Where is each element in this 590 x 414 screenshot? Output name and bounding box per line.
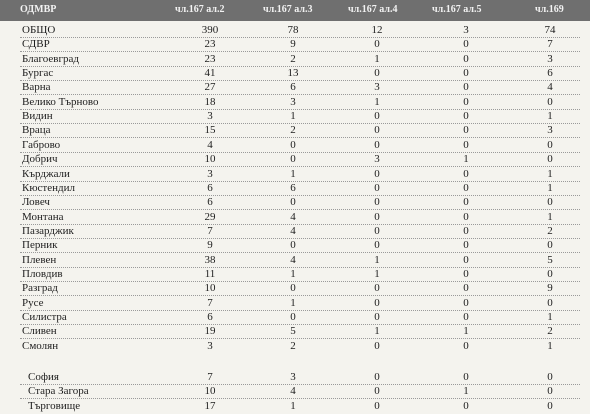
cell-art167-p4: 0: [374, 339, 380, 352]
cell-art167-p4: 3: [374, 81, 380, 94]
cell-art169: 6: [547, 67, 553, 80]
cell-art167-p3: 4: [290, 224, 296, 237]
cell-art167-p5: 1: [463, 325, 469, 338]
cell-art167-p3: 0: [290, 153, 296, 166]
region-name: Велико Търново: [22, 95, 99, 108]
cell-art167-p5: 0: [463, 38, 469, 51]
region-name: Добрич: [22, 153, 58, 166]
cell-art167-p2: 19: [204, 325, 216, 338]
cell-art167-p2: 10: [204, 282, 216, 295]
cell-art167-p4: 0: [374, 110, 380, 123]
cell-art169: 0: [547, 267, 553, 280]
cell-art167-p3: 0: [290, 138, 296, 151]
cell-art167-p4: 0: [374, 67, 380, 80]
cell-art167-p4: 3: [374, 153, 380, 166]
cell-art167-p3: 2: [290, 339, 296, 352]
cell-art167-p3: 4: [290, 210, 296, 223]
cell-art167-p4: 12: [371, 24, 383, 36]
cell-art167-p3: 6: [290, 181, 296, 194]
table-row: [0, 224, 590, 239]
cell-art169: 5: [547, 253, 553, 266]
cell-art167-p3: 1: [290, 110, 296, 123]
cell-art167-p4: 0: [374, 167, 380, 180]
cell-art167-p4: 0: [374, 296, 380, 309]
table-row: [0, 339, 590, 354]
table-row: [0, 80, 590, 95]
cell-art169: 4: [547, 81, 553, 94]
cell-art167-p5: 0: [463, 52, 469, 65]
cell-art167-p2: 38: [204, 253, 216, 266]
header-art167-p4: чл.167 ал.4: [348, 4, 398, 15]
cell-art167-p3: 78: [287, 24, 299, 36]
cell-art167-p5: 1: [463, 153, 469, 166]
cell-art169: 1: [547, 210, 553, 223]
cell-art167-p2: 10: [204, 153, 216, 166]
cell-art167-p4: 0: [374, 210, 380, 223]
cell-art167-p5: 0: [463, 253, 469, 266]
table-row: [0, 123, 590, 138]
region-name: Сливен: [22, 325, 57, 338]
region-name: Плевен: [22, 253, 57, 266]
cell-art167-p5: 0: [463, 110, 469, 123]
cell-art169: 0: [547, 399, 553, 412]
region-name: Монтана: [22, 210, 64, 223]
cell-art167-p3: 1: [290, 267, 296, 280]
region-name: Перник: [22, 239, 58, 252]
cell-art169: 1: [547, 181, 553, 194]
region-name: Русе: [22, 296, 44, 309]
table-row: [0, 399, 590, 414]
cell-art167-p2: 7: [207, 224, 213, 237]
cell-art169: 0: [547, 138, 553, 151]
region-name: Кърджали: [22, 167, 70, 180]
cell-art169: 7: [547, 38, 553, 51]
cell-art167-p3: 3: [290, 95, 296, 108]
cell-art167-p4: 0: [374, 138, 380, 151]
cell-art167-p4: 0: [374, 181, 380, 194]
cell-art169: 0: [547, 153, 553, 166]
cell-art167-p4: 0: [374, 38, 380, 51]
region-name: Ловеч: [22, 196, 50, 209]
region-name: София: [28, 371, 59, 384]
cell-art169: 1: [547, 339, 553, 352]
cell-art167-p4: 1: [374, 325, 380, 338]
cell-art167-p2: 390: [201, 24, 219, 36]
cell-art169: 0: [547, 239, 553, 252]
cell-art167-p5: 3: [463, 24, 469, 36]
table-row: [0, 23, 590, 38]
table-row: [0, 281, 590, 296]
cell-art167-p4: 0: [374, 224, 380, 237]
table-row: [0, 310, 590, 325]
region-name: Смолян: [22, 339, 59, 352]
region-name: СДВР: [22, 38, 50, 51]
cell-art167-p2: 6: [207, 196, 213, 209]
cell-art167-p2: 7: [207, 296, 213, 309]
region-name: ОБЩО: [22, 24, 56, 36]
cell-art167-p3: 1: [290, 167, 296, 180]
cell-art167-p2: 29: [204, 210, 216, 223]
cell-art169: 9: [547, 282, 553, 295]
cell-art167-p4: 1: [374, 95, 380, 108]
cell-art167-p3: 1: [290, 399, 296, 412]
cell-art167-p4: 0: [374, 239, 380, 252]
cell-art167-p3: 5: [290, 325, 296, 338]
cell-art169: 0: [547, 95, 553, 108]
cell-art167-p5: 0: [463, 210, 469, 223]
cell-art167-p2: 4: [207, 138, 213, 151]
cell-art167-p2: 3: [207, 110, 213, 123]
cell-art167-p5: 0: [463, 167, 469, 180]
region-name: Кюстендил: [22, 181, 75, 194]
region-name: Стара Загора: [28, 385, 89, 398]
cell-art169: 3: [547, 124, 553, 137]
table-row: [0, 95, 590, 110]
header-art167-p2: чл.167 ал.2: [175, 4, 225, 15]
cell-art167-p2: 7: [207, 371, 213, 384]
cell-art167-p3: 0: [290, 311, 296, 323]
cell-art167-p2: 41: [204, 67, 216, 80]
cell-art167-p3: 6: [290, 81, 296, 94]
region-name: Разград: [22, 282, 58, 295]
cell-art167-p3: 4: [290, 385, 296, 398]
cell-art167-p3: 13: [287, 67, 299, 80]
region-name: Враца: [22, 124, 51, 137]
cell-art167-p2: 6: [207, 311, 213, 323]
cell-art167-p3: 2: [290, 124, 296, 137]
cell-art167-p4: 1: [374, 52, 380, 65]
cell-art167-p5: 0: [463, 67, 469, 80]
cell-art167-p4: 0: [374, 371, 380, 384]
cell-art167-p4: 1: [374, 253, 380, 266]
cell-art167-p5: 0: [463, 181, 469, 194]
table-row: [0, 267, 590, 282]
cell-art167-p3: 9: [290, 38, 296, 51]
cell-art167-p5: 0: [463, 311, 469, 323]
cell-art169: 1: [547, 311, 553, 323]
table-row: [0, 37, 590, 52]
cell-art167-p2: 23: [204, 38, 216, 51]
region-name: Видин: [22, 110, 53, 123]
cell-art167-p5: 0: [463, 81, 469, 94]
cell-art167-p3: 4: [290, 253, 296, 266]
table-row: [0, 238, 590, 253]
cell-art167-p5: 0: [463, 399, 469, 412]
region-name: Пловдив: [22, 267, 63, 280]
cell-art167-p2: 3: [207, 339, 213, 352]
region-name: Силистра: [22, 311, 67, 323]
table-row: [0, 195, 590, 210]
cell-art167-p5: 0: [463, 196, 469, 209]
cell-art167-p2: 11: [204, 267, 216, 280]
cell-art169: 3: [547, 52, 553, 65]
table-row: [0, 152, 590, 167]
table-row: [0, 181, 590, 196]
cell-art167-p2: 6: [207, 181, 213, 194]
cell-art169: 1: [547, 110, 553, 123]
table-row: [0, 296, 590, 311]
cell-art169: 1: [547, 167, 553, 180]
table-row: [0, 138, 590, 153]
header-odmvr: ОДМВР: [20, 4, 57, 15]
cell-art169: 2: [547, 224, 553, 237]
cell-art167-p5: 0: [463, 296, 469, 309]
cell-art167-p2: 3: [207, 167, 213, 180]
cell-art169: 0: [547, 385, 553, 398]
header-art169: чл.169: [535, 4, 564, 15]
cell-art167-p5: 1: [463, 385, 469, 398]
cell-art167-p3: 0: [290, 239, 296, 252]
cell-art167-p3: 0: [290, 282, 296, 295]
region-name: Бургас: [22, 67, 54, 80]
cell-art169: 2: [547, 325, 553, 338]
cell-art167-p4: 0: [374, 124, 380, 137]
cell-art167-p5: 0: [463, 371, 469, 384]
cell-art167-p2: 18: [204, 95, 216, 108]
cell-art167-p5: 0: [463, 239, 469, 252]
table-row: [0, 370, 590, 385]
region-name: Търговище: [28, 399, 81, 412]
cell-art169: 0: [547, 296, 553, 309]
cell-art167-p3: 3: [290, 371, 296, 384]
cell-art169: 74: [544, 24, 556, 36]
cell-art167-p4: 0: [374, 399, 380, 412]
region-name: Варна: [22, 81, 51, 94]
header-art167-p5: чл.167 ал.5: [432, 4, 482, 15]
cell-art169: 0: [547, 196, 553, 209]
cell-art167-p5: 0: [463, 339, 469, 352]
region-name: Благоевград: [22, 52, 79, 65]
cell-art167-p4: 0: [374, 385, 380, 398]
cell-art167-p5: 0: [463, 224, 469, 237]
cell-art167-p4: 1: [374, 267, 380, 280]
region-name: Габрово: [22, 138, 61, 151]
cell-art167-p3: 2: [290, 52, 296, 65]
cell-art167-p5: 0: [463, 282, 469, 295]
cell-art169: 0: [547, 371, 553, 384]
cell-art167-p2: 15: [204, 124, 216, 137]
table-row: [0, 324, 590, 339]
cell-art167-p3: 0: [290, 196, 296, 209]
cell-art167-p2: 10: [204, 385, 216, 398]
cell-art167-p4: 0: [374, 311, 380, 323]
cell-art167-p2: 17: [204, 399, 216, 412]
cell-art167-p2: 9: [207, 239, 213, 252]
cell-art167-p2: 27: [204, 81, 216, 94]
table-row: [0, 66, 590, 81]
table-row: [0, 210, 590, 225]
cell-art167-p3: 1: [290, 296, 296, 309]
table-header: [0, 0, 590, 21]
table-row: [0, 384, 590, 399]
table-row: [0, 52, 590, 67]
cell-art167-p5: 0: [463, 267, 469, 280]
cell-art167-p4: 0: [374, 282, 380, 295]
table-row: [0, 109, 590, 124]
cell-art167-p2: 23: [204, 52, 216, 65]
cell-art167-p4: 0: [374, 196, 380, 209]
region-name: Пазарджик: [22, 224, 74, 237]
cell-art167-p5: 0: [463, 124, 469, 137]
header-art167-p3: чл.167 ал.3: [263, 4, 313, 15]
table-row: [0, 253, 590, 268]
table-row: [0, 167, 590, 182]
cell-art167-p5: 0: [463, 95, 469, 108]
cell-art167-p5: 0: [463, 138, 469, 151]
